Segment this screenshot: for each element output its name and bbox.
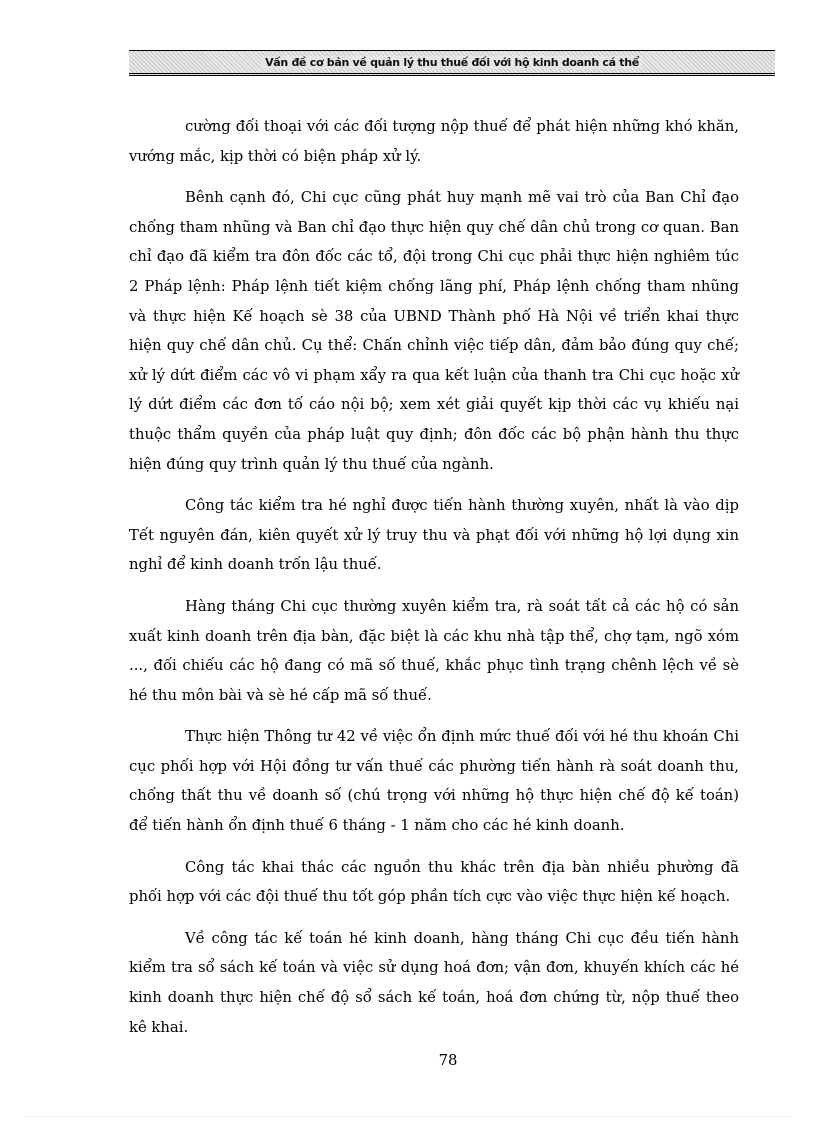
- paragraph: Công tác khai thác các nguồn thu khác trên địa bàn nhiều phường đã phối hợp với các đội thuế thu tốt góp phần tích cực vào việc thực hiện kế hoạch.: [129, 858, 739, 906]
- page-number: 78: [438, 1052, 458, 1069]
- header-title: Vấn đề cơ bản về quản lý thu thuế đối với hộ kinh doanh cá thể: [261, 56, 643, 69]
- paragraph: Bênh cạnh đó, Chi cục cũng phát huy mạnh mẽ vai trò của Ban Chỉ đạo chống tham nhũng và Ban chỉ đạo thực hiện quy chế dân chủ trong cơ quan. Ban chỉ đạo đã kiểm tra đôn đốc các tổ, đội trong Chi cục phải thực hiện nghiêm túc 2 Pháp lệnh: Pháp lệnh tiết kiệm chống lãng phí, Pháp lệnh chống tham nhũng và thực hiện Kế hoạch sè 38 của UBND Thành phố Hà Nội về triển khai thực hiện quy chế dân chủ. Cụ thể: Chấn chỉnh việc tiếp dân, đảm bảo đúng quy chế; xử lý dứt điểm các vô vi phạm xẩy ra qua kết luận của thanh tra Chi cục hoặc xử lý dứt điểm các đơn tố cáo nội bộ; xem xét giải quyết kịp thời các vụ khiếu nại thuộc thẩm quyền của pháp luật quy định; đôn đốc các bộ phận hành thu thực hiện đúng quy trình quản lý thu thuế của ngành.: [129, 189, 739, 473]
- paragraph: cường đối thoại với các đối tượng nộp thuế để phát hiện những khó khăn, vướng mắc, kịp thời có biện pháp xử lý.: [129, 118, 739, 165]
- running-header: [129, 50, 775, 76]
- paragraph: Công tác kiểm tra hé nghỉ được tiến hành thường xuyên, nhất là vào dịp Tết nguyên đán, kiên quyết xử lý truy thu và phạt đối với những hộ lợi dụng xin nghỉ để kinh doanh trốn lậu thuế.: [129, 497, 739, 574]
- paragraph: Thực hiện Thông tư 42 về việc ổn định mức thuế đối với hé thu khoán Chi cục phối hợp với Hội đồng tư vấn thuế các phường tiến hành rà soát doanh thu, chống thất thu về doanh số (chú trọng với những hộ thực hiện chế độ kế toán) để tiến hành ổn định thuế 6 tháng - 1 năm cho các hé kinh doanh.: [129, 728, 739, 835]
- body-text: [129, 112, 739, 1054]
- page-edge-divider: [24, 1116, 792, 1117]
- paragraph: Về công tác kế toán hé kinh doanh, hàng tháng Chi cục đều tiến hành kiểm tra sổ sách kế toán và việc sử dụng hoá đơn; vận đơn, khuyến khích các hé kinh doanh thực hiện chế độ sổ sách kế toán, hoá đơn chứng từ, nộp thuế theo kê khai.: [129, 929, 739, 1036]
- paragraph: Hàng tháng Chi cục thường xuyên kiểm tra, rà soát tất cả các hộ có sản xuất kinh doanh trên địa bàn, đặc biệt là các khu nhà tập thể, chợ tạm, ngõ xóm ..., đối chiếu các hộ đang có mã số thuế, khắc phục tình trạng chênh lệch về sè hé thu môn bài và sè hé cấp mã số thuế.: [129, 597, 739, 704]
